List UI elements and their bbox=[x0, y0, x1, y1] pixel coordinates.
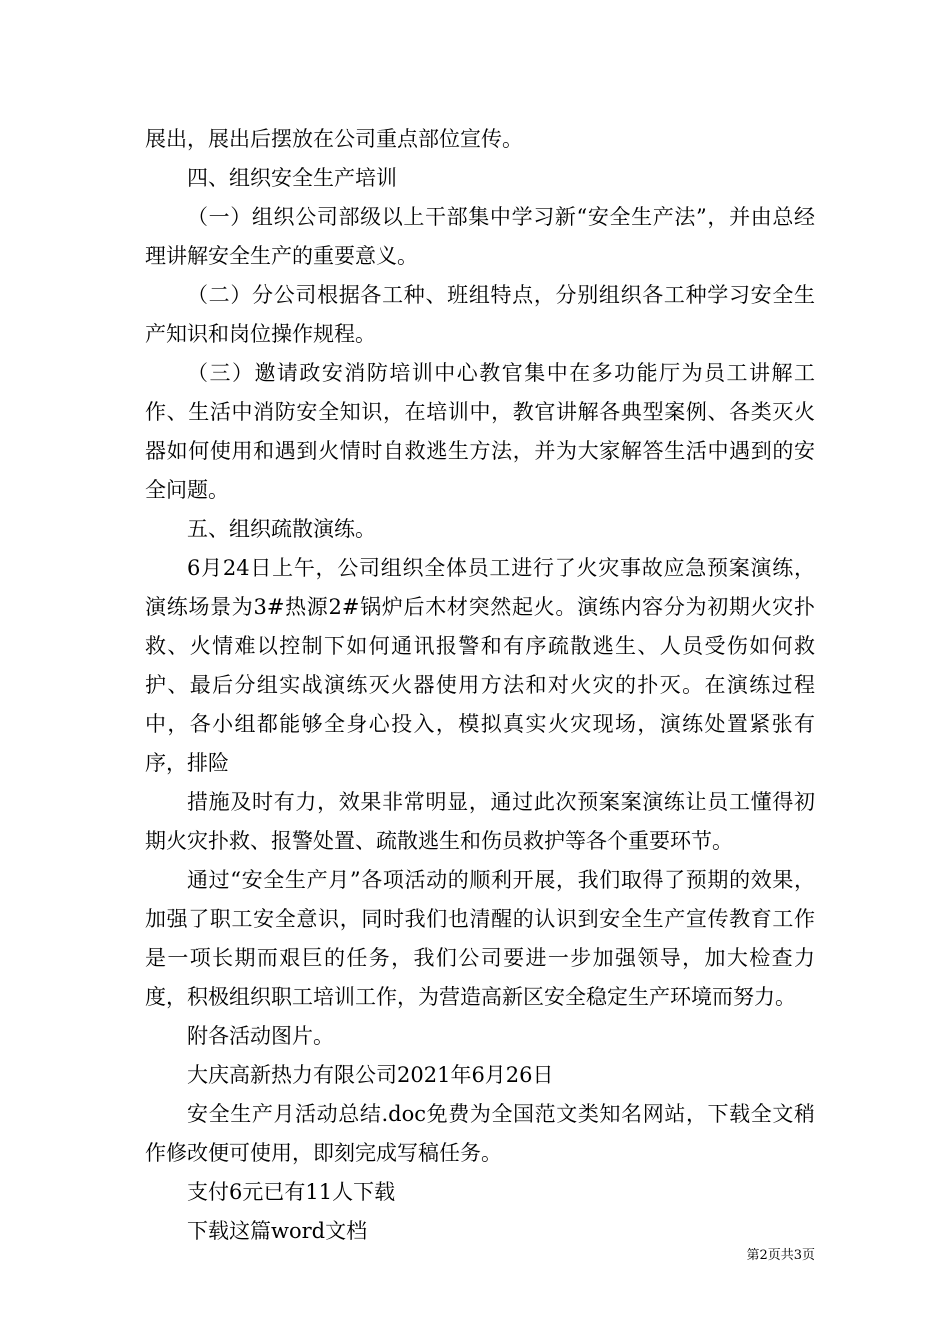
paragraph-conclusion: 通过“安全生产月”各项活动的顺利开展，我们取得了预期的效果，加强了职工安全意识，同时我们也清醒的认识到安全生产宣传教育工作是一项长期而艰巨的任务，我们公司要进一步加强领导，加大检查力度，积极组织职工培训工作，为营造高新区安全稳定生产环境而努力。 bbox=[145, 868, 815, 1009]
paragraph-training-3: （三）邀请政安消防培训中心教官集中在多功能厅为员工讲解工作、生活中消防安全知识，在培训中，教官讲解各典型案例、各类灭火器如何使用和遇到火情时自救逃生方法，并为大家解答生活中遇到的安全问题。 bbox=[145, 361, 815, 502]
page-number: 第2页共3页 bbox=[746, 1248, 815, 1263]
paragraph-training-1: （一）组织公司部级以上干部集中学习新“安全生产法”，并由总经理讲解安全生产的重要意义。 bbox=[145, 205, 815, 268]
document-body bbox=[145, 120, 815, 1251]
paragraph-drill-description: 6月24日上午，公司组织全体员工进行了火灾事故应急预案演练，演练场景为3#热源2#锅炉后木材突然起火。演练内容分为初期火灾扑救、火情难以控制下如何通讯报警和有序疏散逃生、人员受伤如何救护、最后分组实战演练灭火器使用方法和对火灾的扑灭。在演练过程中，各小组都能够全身心投入，模拟真实火灾现场，演练处置紧张有序，排险 bbox=[145, 556, 815, 775]
heading-training: 四、组织安全生产培训 bbox=[187, 166, 397, 190]
signature-line: 大庆高新热力有限公司2021年6月26日 bbox=[187, 1063, 554, 1087]
paragraph-exhibition: 展出，展出后摆放在公司重点部位宣传。 bbox=[145, 127, 523, 151]
paragraph-drill-result: 措施及时有力，效果非常明显，通过此次预案案演练让员工懂得初期火灾扑救、报警处置、疏散逃生和伤员救护等各个重要环节。 bbox=[145, 790, 815, 853]
download-count-text: 支付6元已有11人下载 bbox=[187, 1180, 396, 1204]
download-document-link[interactable]: 下载这篇word文档 bbox=[187, 1219, 368, 1243]
heading-evacuation-drill: 五、组织疏散演练。 bbox=[187, 517, 376, 541]
paragraph-attachment-note: 附各活动图片。 bbox=[187, 1024, 334, 1048]
paragraph-training-2: （二）分公司根据各工种、班组特点，分别组织各工种学习安全生产知识和岗位操作规程。 bbox=[145, 283, 815, 346]
paragraph-site-promo: 安全生产月活动总结.doc免费为全国范文类知名网站，下载全文稍作修改便可使用，即刻完成写稿任务。 bbox=[145, 1102, 815, 1165]
